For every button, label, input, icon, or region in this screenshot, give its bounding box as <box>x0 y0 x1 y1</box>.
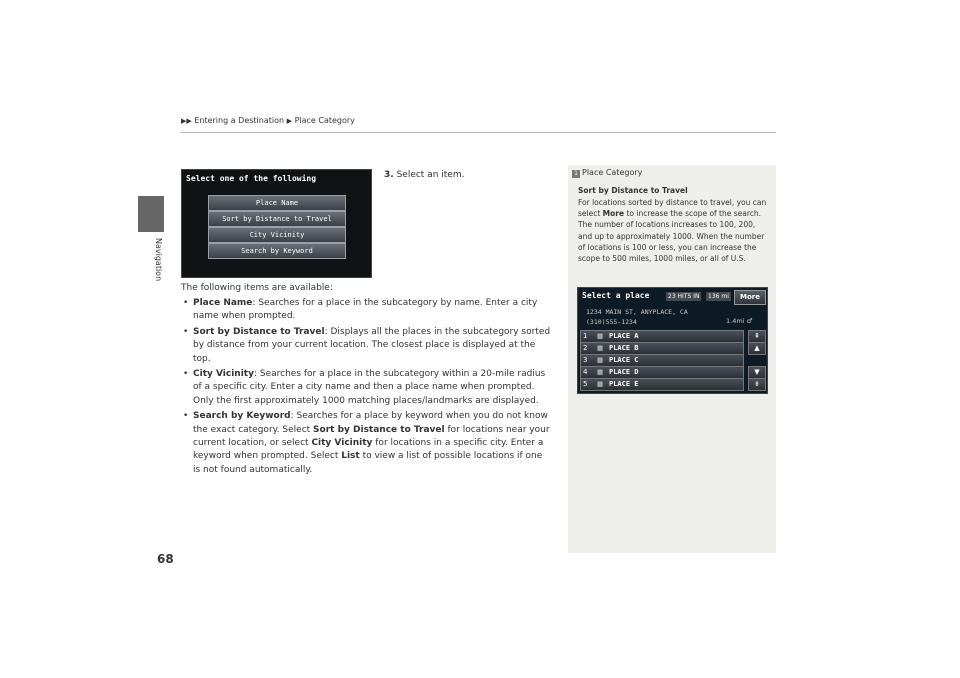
header-divider <box>180 132 776 133</box>
place-icon: ▦ <box>597 344 604 352</box>
sort-by-distance-button[interactable]: Sort by Distance to Travel <box>208 211 346 227</box>
note-number-badge: 1 <box>572 170 580 178</box>
step-instruction <box>384 170 464 180</box>
place-icon: ▦ <box>597 356 604 364</box>
note-subheading: Sort by Distance to Travel <box>578 186 688 195</box>
range-chip: 136 mi <box>708 293 729 300</box>
place-icon: ▦ <box>597 368 604 376</box>
breadcrumb-arrow-icon: ▶▶ <box>181 117 192 125</box>
hits-count-chip: 23 HITS IN <box>668 293 700 300</box>
place-name-button[interactable]: Place Name <box>208 195 346 211</box>
place-address: 1234 MAIN ST, ANYPLACE, CA (310)555-1234 <box>586 308 688 326</box>
list-item[interactable]: 4 ▦ PLACE D <box>580 366 744 379</box>
option-list <box>181 297 551 479</box>
step-text: Select an item. <box>396 170 465 180</box>
scroll-up-icon[interactable]: ▲ <box>748 342 766 355</box>
list-item[interactable]: 2 ▦ PLACE B <box>580 342 744 355</box>
page-down-icon[interactable]: ⇟ <box>748 378 766 391</box>
scroll-down-icon[interactable]: ▼ <box>748 366 766 379</box>
breadcrumb <box>181 116 355 125</box>
place-distance: 1.4mi ♂ <box>726 317 753 325</box>
place-icon: ▦ <box>597 380 604 388</box>
list-item: • Search by Keyword: Searches for a place by keyword when you do not know the exact category. Select Sort by Distance to Travel for locations near your current location, or select City Vicinity for locations in a specific city. Enter a keyword when prompted. Select List to view a list of possible locations if one is not found automatically. <box>181 410 551 477</box>
list-item: • Place Name: Searches for a place in the subcategory by name. Enter a city name when prompted. <box>181 297 551 324</box>
screen-title: Select a place <box>582 291 650 300</box>
place-icon: ▦ <box>597 332 604 340</box>
compass-icon: ♂ <box>746 317 753 325</box>
list-item: • City Vicinity: Searches for a place in the subcategory within a 20-mile radius of a specific city. Enter a city name and then a place name when prompted. Only the first approximately 1000 matching places/landmarks are displayed. <box>181 368 551 408</box>
breadcrumb-item[interactable]: Entering a Destination <box>194 116 285 125</box>
list-item: • Sort by Distance to Travel: Displays all the places in the subcategory sorted by distance from your current location. The closest place is displayed at the top. <box>181 326 551 366</box>
nav-screen-select-place <box>577 287 768 394</box>
nav-screen-select-option <box>181 169 372 278</box>
breadcrumb-item[interactable]: Place Category <box>294 116 355 125</box>
screen-title: Select one of the following <box>186 174 317 183</box>
step-number: 3. <box>384 170 394 180</box>
city-vicinity-button[interactable]: City Vicinity <box>208 227 346 243</box>
search-by-keyword-button[interactable]: Search by Keyword <box>208 243 346 259</box>
breadcrumb-arrow-icon: ▶ <box>286 117 293 125</box>
section-tab <box>138 196 164 232</box>
more-button[interactable]: More <box>734 290 766 305</box>
page-up-icon[interactable]: ⇞ <box>748 330 766 343</box>
list-item[interactable]: 3 ▦ PLACE C <box>580 354 744 367</box>
list-item[interactable]: 5 ▦ PLACE E <box>580 378 744 391</box>
intro-text: The following items are available: <box>181 283 333 293</box>
section-label: Navigation <box>154 238 163 282</box>
note-heading: 1 Place Category <box>572 168 642 178</box>
list-item[interactable]: 1 ▦ PLACE A <box>580 330 744 343</box>
page-number: 68 <box>157 552 174 566</box>
note-text: For locations sorted by distance to travel, you can select More to increase the scope of the search. The number of locations increases to 100, 200, and up to approximately 1000. When the number of locations is 100 or less, you can increase the scope to 500 miles, 1000 miles, or all of U.S. <box>578 198 767 264</box>
